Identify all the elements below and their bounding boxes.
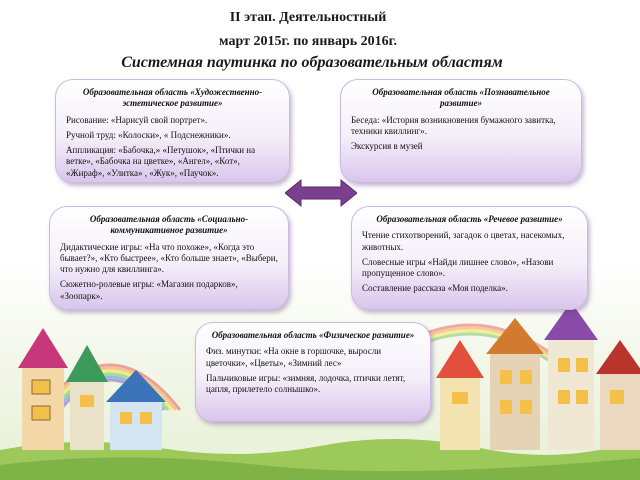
area-social-title: Образовательная область «Социально-коммуникативное развитие» [89,214,249,236]
house-pink [18,328,68,450]
date-range: март 2015г. по январь 2016г. [219,34,397,49]
stage-title: II этап. Деятельностный [229,10,387,25]
area-speech-title: Образовательная область «Речевое развитие» [376,214,563,224]
house-red [596,340,640,450]
list-item: Экскурсия в музей [351,141,423,151]
list-item: Ручной труд: «Колоски», « Подснежники». [66,129,231,140]
area-physical [195,322,431,422]
area-art-title: Образовательная область «Художественно-эстетическое развитие» [82,87,263,109]
area-cognitive [340,79,582,183]
house-purple [544,302,598,450]
list-item: Составление рассказа «Моя поделка». [362,283,508,294]
house-blue [106,370,166,450]
area-cognitive-title: Образовательная область «Познавательное развитие» [372,87,550,109]
list-item: Словесные игры «Найди лишнее слово», «Назови пропущенное слово». [362,256,554,278]
area-physical-title: Образовательная область «Физическое развитие» [211,330,415,340]
list-item: Чтение стихотворений, загадок о цветах, насекомых, животных. [362,230,565,252]
area-art [55,79,290,183]
list-item: Пальчиковые игры: «зимняя, лодочка, птички летят, цапля, прилетело солнышко». [206,372,406,394]
page-subtitle: Системная паутинка по образовательным областям [121,54,503,71]
double-arrow-icon [285,178,357,208]
list-item: Рисование: «Нарисуй свой портрет». [66,114,208,125]
list-item: Физ. минутки: «На окне в горшочке, выросли цветочки», «Цветы», «Зимний лес» [206,346,382,368]
list-item: Сюжетно-ролевые игры: «Магазин подарков», «Зоопарк». [60,279,238,301]
list-item: Беседа: «История возникновения бумажного завитка, техники квиллинг». [351,114,556,136]
area-speech [351,206,588,310]
house-yellow [436,340,484,450]
house-green [66,345,108,450]
area-social [49,206,289,310]
list-item: Аппликация: «Бабочка,» «Петушок», «Птички на ветке», «Бабочка на цветке», «Ангел», «Кот», «Жираф», «Улитка» , «Жук», «Паучок». [66,145,256,178]
list-item: Дидактические игры: «На что похоже», «Когда это бывает?», «Кто быстрее», «Кто больше знает», «Выбери, что нужно для квиллинга». [60,241,278,274]
